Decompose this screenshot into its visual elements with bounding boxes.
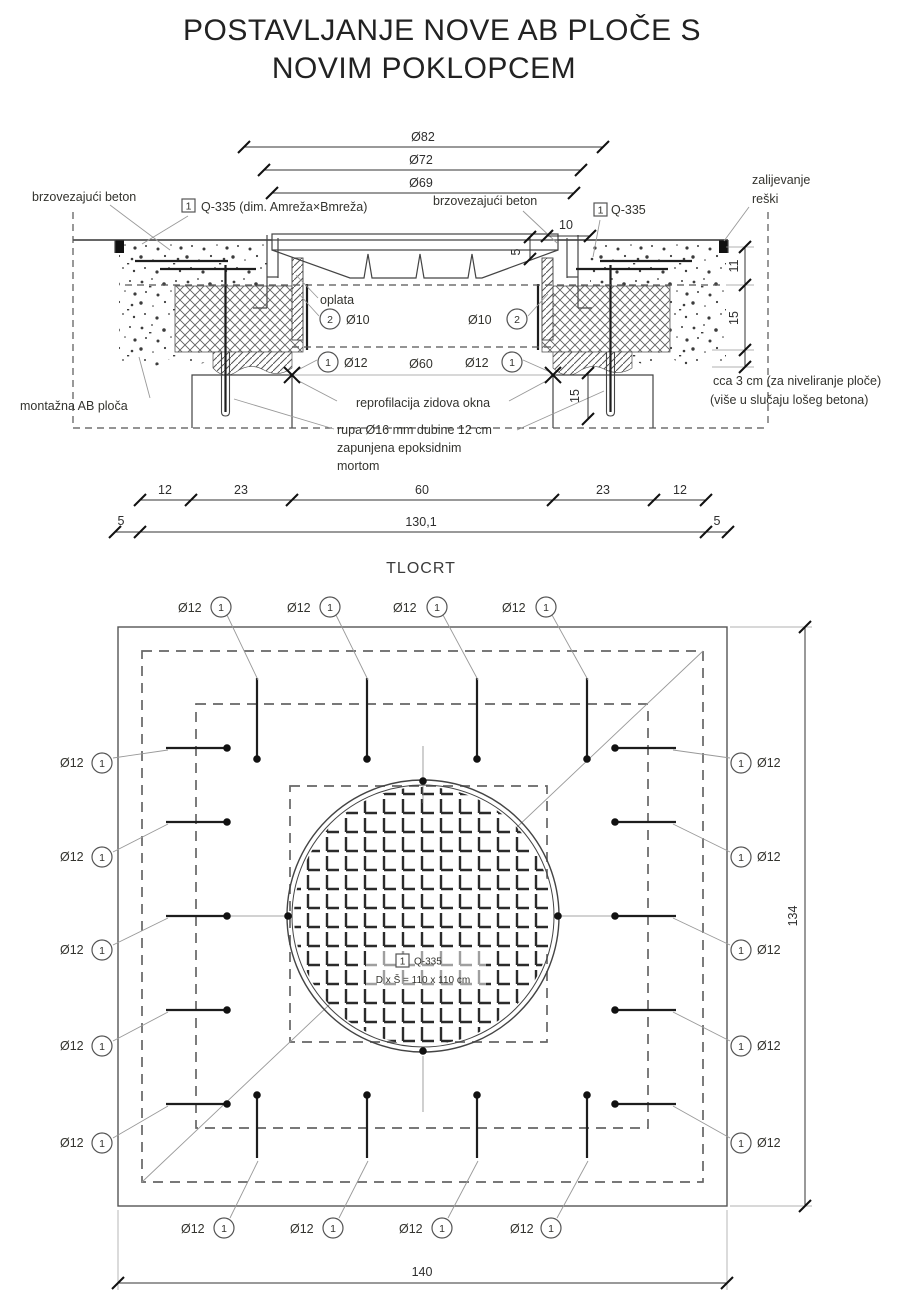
- bar-pos-label: 1: [439, 1223, 445, 1235]
- label-hole-line1: rupa Ø16 mm dubine 12 cm: [337, 423, 492, 437]
- label-leveling-line1: cca 3 cm (za niveliranje ploče): [713, 374, 882, 388]
- label-hole-line3: mortom: [337, 459, 380, 473]
- label-joint-line1: zalijevanje: [752, 173, 811, 187]
- dim-10: 10: [559, 218, 573, 232]
- section-top-dimensions: [238, 130, 609, 199]
- mesh-size: D x Š = 110 x 110 cm: [375, 975, 471, 986]
- label-fast-concrete-left: brzovezajući beton: [32, 190, 137, 204]
- position-box-right-number: 1: [597, 204, 604, 217]
- plan-title: TLOCRT: [386, 560, 456, 577]
- left-bars: [166, 744, 231, 1108]
- bottom-bars: [253, 1091, 591, 1158]
- mesh-name: Q-335: [414, 956, 442, 968]
- bar-pos-label: 1: [221, 1223, 227, 1235]
- dim-diameter-82: Ø82: [411, 130, 435, 144]
- bar-dia-label: Ø12: [60, 943, 84, 957]
- bar-pos-label: 1: [330, 1223, 336, 1235]
- bar-dia-label: Ø12: [757, 850, 781, 864]
- plan-cover-circle: [287, 780, 559, 1052]
- bar-dia-label: Ø12: [399, 1222, 423, 1236]
- label-hole-line2: zapunjena epoksidnim: [337, 441, 462, 455]
- dim-plan-width: 140: [411, 1265, 433, 1279]
- pos-num: 1: [509, 357, 515, 369]
- bar-label: [60, 1036, 112, 1056]
- bar-label: [502, 597, 556, 617]
- bar-label: [393, 597, 447, 617]
- joint-fill-left: [115, 240, 124, 253]
- bar-pos-label: 1: [738, 1041, 744, 1053]
- bar-pos-label: 1: [738, 758, 744, 770]
- bar-label: [287, 597, 340, 617]
- dim-5-margin-right: 5: [713, 514, 721, 528]
- bar-label: [181, 1218, 234, 1238]
- label-mesh-left: Q-335 (dim. Amreža×Bmreža): [201, 200, 368, 214]
- bar-label: [731, 753, 781, 773]
- reprofiling-right: [553, 352, 632, 375]
- cross-section-view: [20, 130, 881, 538]
- dim-total-width: 130,1: [405, 515, 437, 529]
- label-leveling-line2: (više u slučaju lošeg betona): [710, 393, 869, 407]
- dim-15-anchor: 15: [568, 389, 582, 403]
- bar-dia-label: Ø12: [60, 850, 84, 864]
- label-reprofiling: reprofilacija zidova okna: [355, 396, 491, 410]
- dim-11: 11: [727, 259, 741, 273]
- joint-fill-right: [719, 240, 728, 253]
- label-precast-slab: montažna AB ploča: [20, 399, 128, 413]
- bar-label: [60, 753, 112, 773]
- label-bar12-right: Ø12: [465, 356, 489, 370]
- bar-dia-label: Ø12: [290, 1222, 314, 1236]
- bar-label: [178, 597, 231, 617]
- bar-label: [731, 1036, 781, 1056]
- bar-label: [290, 1218, 343, 1238]
- plan-center-mesh-label: [366, 948, 486, 988]
- label-joint-line2: reški: [752, 192, 779, 206]
- title-line-1: POSTAVLJANJE NOVE AB PLOČE S: [182, 14, 702, 47]
- fresh-concrete-left-column: [119, 286, 175, 352]
- dim-plan-height: 134: [786, 905, 800, 927]
- top-bars: [253, 678, 591, 763]
- bar-dia-label: Ø12: [60, 1039, 84, 1053]
- drawing-title: [183, 13, 701, 85]
- title-line-2: NOVIM POKLOPCEM: [271, 52, 577, 85]
- bar-dia-label: Ø12: [287, 601, 311, 615]
- bar-dia-label: Ø12: [757, 756, 781, 770]
- bar-dia-label: Ø12: [178, 601, 202, 615]
- bar-dia-label: Ø12: [757, 1039, 781, 1053]
- mesh-position-number: 1: [399, 956, 406, 968]
- right-bars: [611, 744, 676, 1108]
- dim-diameter-69: Ø69: [409, 176, 433, 190]
- existing-wall-right: [542, 286, 670, 352]
- pos-num: 2: [514, 314, 520, 326]
- dim-12-left: 12: [158, 483, 172, 497]
- dim-23-left: 23: [234, 483, 248, 497]
- bar-label: [731, 1133, 781, 1153]
- dim-15-wall: 15: [727, 311, 741, 325]
- bar-label: [399, 1218, 452, 1238]
- bar-dia-label: Ø12: [757, 1136, 781, 1150]
- label-mesh-right: Q-335: [611, 203, 646, 217]
- bar-label: [60, 1133, 112, 1153]
- bar-label: [731, 847, 781, 867]
- fresh-concrete-right-wavy: [632, 352, 726, 366]
- label-bar10-right: Ø10: [468, 313, 492, 327]
- bar-label: [60, 940, 112, 960]
- bar-dia-label: Ø12: [502, 601, 526, 615]
- bar-dia-label: Ø12: [393, 601, 417, 615]
- bar-pos-label: 1: [738, 852, 744, 864]
- bar-pos-label: 1: [99, 1138, 105, 1150]
- dim-diameter-72: Ø72: [409, 153, 433, 167]
- position-box-left-number: 1: [185, 200, 192, 213]
- dim-5-margin-left: 5: [117, 514, 125, 528]
- bar-pos-label: 1: [99, 945, 105, 957]
- existing-wall-left: [175, 286, 303, 352]
- bar-pos-label: 1: [99, 852, 105, 864]
- bar-dia-label: Ø12: [181, 1222, 205, 1236]
- label-bar12-left: Ø12: [344, 356, 368, 370]
- bar-pos-label: 1: [99, 1041, 105, 1053]
- bar-pos-label: 1: [327, 602, 333, 614]
- bar-pos-label: 1: [738, 1138, 744, 1150]
- label-opening-diameter: Ø60: [409, 357, 433, 371]
- dim-23-right: 23: [596, 483, 610, 497]
- bar-dia-label: Ø12: [60, 756, 84, 770]
- pos-num: 2: [327, 314, 333, 326]
- label-formwork: oplata: [320, 293, 355, 307]
- bar-dia-label: Ø12: [60, 1136, 84, 1150]
- fresh-concrete-right-column: [670, 286, 726, 352]
- bar-label: [60, 847, 112, 867]
- bar-pos-label: 1: [218, 602, 224, 614]
- bar-label: [731, 940, 781, 960]
- bar-label: [510, 1218, 561, 1238]
- bar-dia-label: Ø12: [757, 943, 781, 957]
- formwork-strip-left: [292, 258, 303, 340]
- bar-pos-label: 1: [434, 602, 440, 614]
- bar-pos-label: 1: [99, 758, 105, 770]
- fresh-concrete-left-wavy: [119, 352, 213, 366]
- dim-60: 60: [415, 483, 429, 497]
- fresh-concrete-left-band: [119, 243, 267, 286]
- bar-pos-label: 1: [548, 1223, 554, 1235]
- bar-dia-label: Ø12: [510, 1222, 534, 1236]
- pos-num: 1: [325, 357, 331, 369]
- plan-view: [60, 560, 812, 1290]
- label-bar10-left: Ø10: [346, 313, 370, 327]
- section-bottom-dimensions: [109, 483, 734, 538]
- dim-12-right: 12: [673, 483, 687, 497]
- bar-pos-label: 1: [738, 945, 744, 957]
- dim-5-cover: 5: [509, 248, 523, 256]
- label-fast-concrete-center: brzovezajući beton: [433, 194, 538, 208]
- bar-pos-label: 1: [543, 602, 549, 614]
